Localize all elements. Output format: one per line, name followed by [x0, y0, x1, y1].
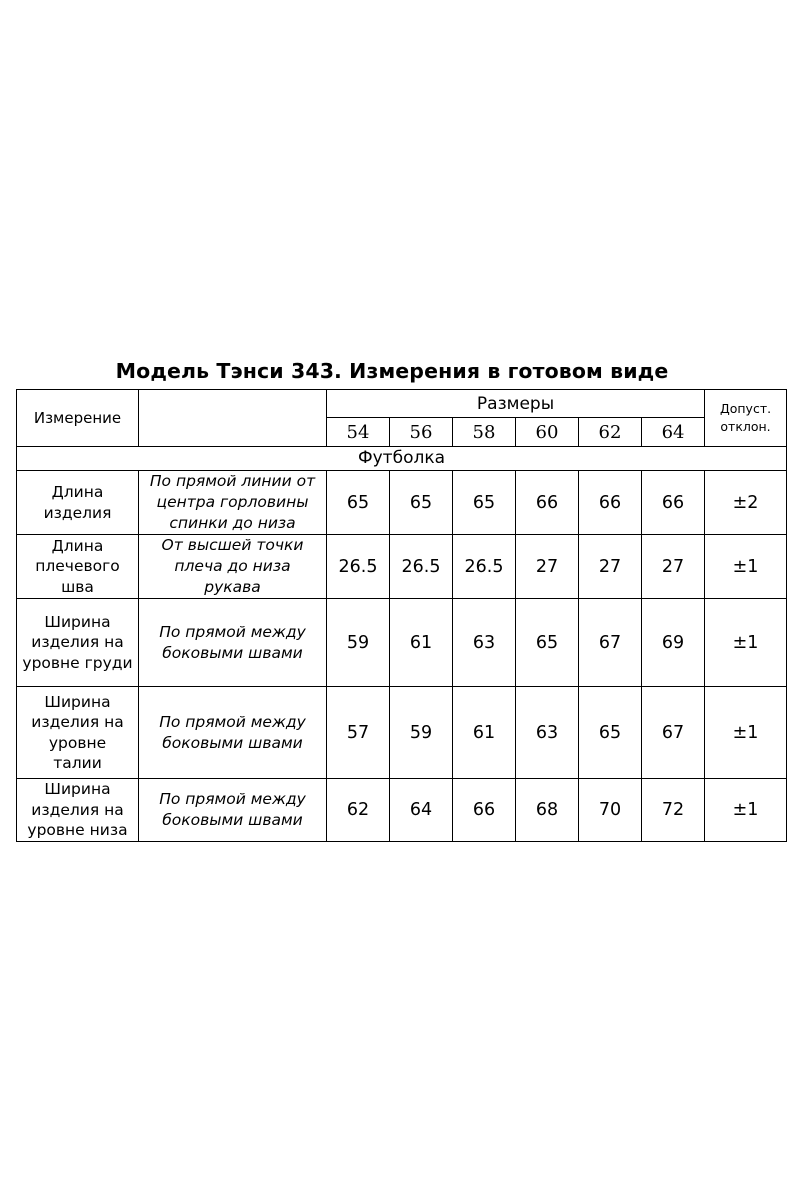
value-cell: 66	[579, 471, 642, 535]
row-description	[139, 535, 327, 599]
tolerance-cell: ±1	[705, 599, 787, 687]
value-cell: 61	[453, 687, 516, 779]
row-desc-line: плеча до низа	[174, 557, 291, 575]
row-name-line: изделия на	[31, 633, 124, 652]
row-name-line: талии	[53, 754, 102, 772]
value-cell: 65	[327, 471, 390, 535]
header-measurement: Измерение	[17, 390, 139, 447]
measurements-table	[16, 389, 787, 842]
value-cell: 27	[642, 535, 705, 599]
row-name-line: Ширина	[44, 692, 111, 711]
section-title: Футболка	[17, 447, 787, 471]
row-desc-line: По прямой между	[159, 712, 306, 731]
table-row	[17, 779, 787, 842]
row-name-line: Длина	[51, 483, 104, 501]
row-desc-line: спинки до низа	[169, 514, 296, 532]
row-desc-line: По прямой между	[159, 790, 306, 808]
table-row	[17, 535, 787, 599]
value-cell: 70	[579, 779, 642, 842]
row-desc-line: центра горловины	[156, 493, 309, 511]
row-name-line: изделия на	[31, 713, 124, 731]
size-header: 58	[453, 418, 516, 447]
header-description	[139, 390, 327, 447]
table-row	[17, 687, 787, 779]
size-header: 60	[516, 418, 579, 447]
row-name-line: уровне	[48, 733, 107, 752]
value-cell: 68	[516, 779, 579, 842]
row-description	[139, 599, 327, 687]
tolerance-cell: ±1	[705, 535, 787, 599]
row-name	[17, 599, 139, 687]
value-cell: 66	[516, 471, 579, 535]
row-name-line: изделия	[43, 503, 112, 522]
value-cell: 67	[579, 599, 642, 687]
row-description	[139, 779, 327, 842]
header-tolerance	[705, 390, 787, 447]
value-cell: 72	[642, 779, 705, 842]
value-cell: 59	[327, 599, 390, 687]
row-description	[139, 471, 327, 535]
row-name-line: Длина	[51, 536, 104, 555]
tolerance-line-1: Допуст.	[719, 401, 772, 416]
row-desc-line: рукава	[204, 578, 261, 596]
size-header: 54	[327, 418, 390, 447]
header-sizes: Размеры	[327, 390, 705, 418]
row-name-line: шва	[61, 577, 94, 596]
row-name-line: изделия на	[31, 800, 124, 819]
row-name	[17, 687, 139, 779]
value-cell: 61	[390, 599, 453, 687]
row-desc-line: По прямой между	[159, 622, 306, 641]
value-cell: 65	[516, 599, 579, 687]
row-name-line: уровне груди	[22, 653, 133, 672]
value-cell: 57	[327, 687, 390, 779]
value-cell: 27	[579, 535, 642, 599]
tolerance-cell: ±2	[705, 471, 787, 535]
tolerance-cell: ±1	[705, 779, 787, 842]
tolerance-line-2: отклон.	[720, 419, 771, 434]
value-cell: 27	[516, 535, 579, 599]
value-cell: 65	[579, 687, 642, 779]
row-desc-line: От высшей точки	[161, 536, 304, 554]
table-row	[17, 599, 787, 687]
row-desc-line: боковыми швами	[162, 643, 303, 662]
row-name-line: плечевого	[35, 557, 120, 576]
size-header: 62	[579, 418, 642, 447]
value-cell: 26.5	[390, 535, 453, 599]
row-name	[17, 779, 139, 842]
size-header: 56	[390, 418, 453, 447]
value-cell: 59	[390, 687, 453, 779]
table-row	[17, 471, 787, 535]
row-name-line: уровне низа	[27, 821, 128, 840]
value-cell: 63	[453, 599, 516, 687]
value-cell: 63	[516, 687, 579, 779]
page-title: Модель Тэнси 343. Измерения в готовом виде	[115, 359, 669, 383]
size-header: 64	[642, 418, 705, 447]
row-description	[139, 687, 327, 779]
value-cell: 66	[453, 779, 516, 842]
value-cell: 69	[642, 599, 705, 687]
value-cell: 65	[390, 471, 453, 535]
value-cell: 62	[327, 779, 390, 842]
row-name-line: Ширина	[44, 612, 111, 631]
row-name-line: Ширина	[44, 780, 111, 799]
row-desc-line: боковыми швами	[162, 733, 303, 752]
value-cell: 65	[453, 471, 516, 535]
row-name	[17, 535, 139, 599]
row-name	[17, 471, 139, 535]
row-desc-line: боковыми швами	[162, 811, 303, 829]
value-cell: 26.5	[453, 535, 516, 599]
tolerance-cell: ±1	[705, 687, 787, 779]
value-cell: 26.5	[327, 535, 390, 599]
row-desc-line: По прямой линии от	[149, 472, 316, 490]
value-cell: 67	[642, 687, 705, 779]
value-cell: 64	[390, 779, 453, 842]
value-cell: 66	[642, 471, 705, 535]
